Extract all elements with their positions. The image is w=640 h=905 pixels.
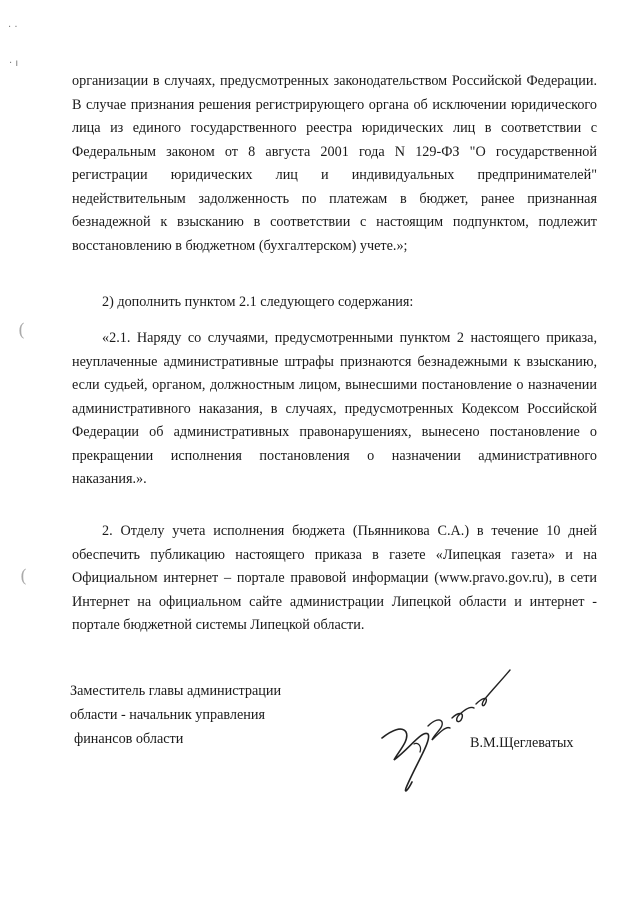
paragraph-point-2: 2. Отделу учета исполнения бюджета (Пьянникова С.А.) в течение 10 дней обеспечить публикацию настоящего приказа в газете «Липецкая газета» и на Официальном интернет – портале правовой информации (www.pravo.gov.ru), в сети Интернет на официальном сайте администрации Липецкой области и интернет - портале бюджетной системы Липецкой области. bbox=[72, 523, 597, 633]
handwritten-signature bbox=[370, 660, 530, 800]
paragraph-clause-2-1: «2.1. Наряду со случаями, предусмотренными пунктом 2 настоящего приказа, неуплаченные административные штрафы признаются безнадежными к взысканию, если судьей, органом, должностным лицом, вынесшими постановление о назначении административного наказания, в случаях, предусмотренных Кодексом Российской Федерации об административных правонарушениях, вынесено постановление о прекращении исполнения постановления о назначении административного наказания.». bbox=[72, 330, 597, 487]
scan-speck: · · bbox=[8, 22, 18, 33]
hole-punch-mark: ( bbox=[20, 566, 28, 587]
signatory-position bbox=[70, 679, 281, 751]
hole-punch-mark: ( bbox=[18, 320, 26, 341]
scan-speck: · ı bbox=[9, 58, 19, 69]
paragraph-continuation: организации в случаях, предусмотренных законодательством Российской Федерации. В случае признания решения регистрирующего органа об исключении юридического лица из единого государственного реестра юридических лиц в соответствии с Федеральным законом от 8 августа 2001 года N 129-ФЗ "О государственной регистрации юридических лиц и индивидуальных предпринимателей" недействительным задолженность по платежам в бюджет, ранее признанная безнадежной к взысканию в соответствии с настоящим подпунктом, подлежит восстановлению в бюджетном (бухгалтерском) учете.»; bbox=[72, 73, 597, 254]
signer-name: В.М.Щеглеватых bbox=[470, 735, 574, 751]
paragraph-item-2: 2) дополнить пунктом 2.1 следующего содержания: bbox=[102, 294, 414, 310]
position-line: финансов области bbox=[74, 731, 184, 747]
position-line: Заместитель главы администрации bbox=[70, 683, 282, 699]
position-line: области - начальник управления bbox=[70, 707, 265, 723]
